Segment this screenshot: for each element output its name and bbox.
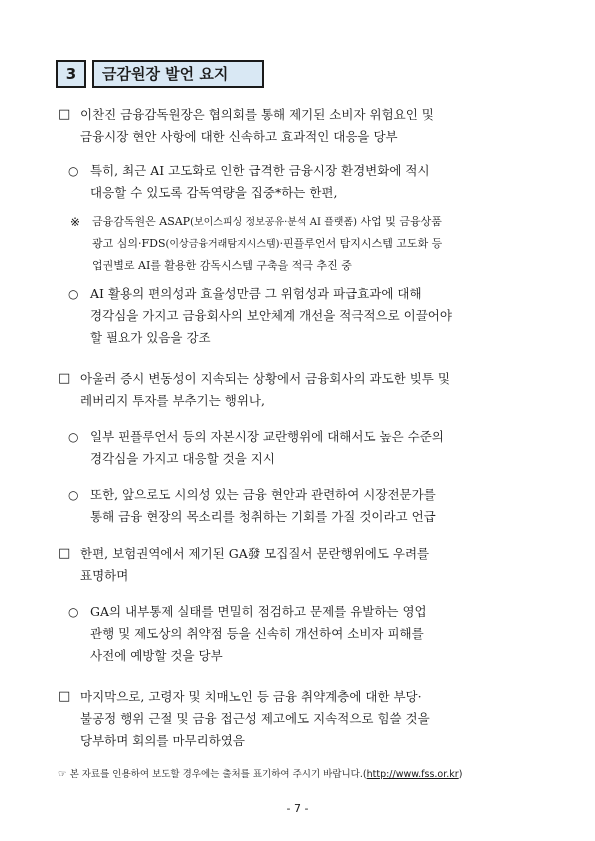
square-bullet: □ — [58, 107, 71, 122]
section-number: 3 — [56, 60, 86, 88]
link-close-paren: ) — [458, 769, 463, 780]
note-text: 금융감독원은 ASAP — [92, 215, 191, 228]
note-small: (이상금융거래탐지시스템) — [165, 239, 280, 250]
paragraph-2b — [90, 484, 436, 528]
paragraph-line: 할 필요가 있음을 강조 — [90, 330, 211, 345]
note-mark: ※ — [70, 215, 81, 229]
paragraph-4 — [80, 686, 430, 752]
paragraph-line: 관행 및 제도상의 취약점 등을 신속히 개선하여 소비자 피해를 — [90, 626, 424, 641]
paragraph-line: 일부 핀플루언서 등의 자본시장 교란행위에 대해서도 높은 수준의 — [90, 429, 444, 444]
paragraph-line: 당부하며 회의를 마무리하였음 — [80, 733, 245, 748]
paragraph-2a — [90, 426, 444, 470]
website-link[interactable]: http://www.fss.or.kr — [366, 769, 459, 780]
circle-bullet: ○ — [68, 164, 79, 178]
paragraph-line: 한편, 보험권역에서 제기된 GA發 모집질서 문란행위에도 우려를 — [80, 546, 430, 561]
circle-bullet: ○ — [68, 287, 79, 301]
paragraph-line: 이찬진 금융감독원장은 협의회를 통해 제기된 소비자 위험요인 및 — [80, 107, 434, 122]
paragraph-line: 마지막으로, 고령자 및 치매노인 등 금융 취약계층에 대한 부당· — [80, 689, 422, 704]
paragraph-line: 레버리지 투자를 부추기는 행위나, — [80, 393, 265, 408]
paragraph-1a — [90, 160, 430, 204]
circle-bullet: ○ — [68, 430, 79, 444]
paragraph-line: 불공정 행위 근절 및 금융 접근성 제고에도 지속적으로 힘쓸 것을 — [80, 711, 430, 726]
paragraph-line: GA의 내부통제 실태를 면밀히 점검하고 문제를 유발하는 영업 — [90, 604, 427, 619]
paragraph-line: 특히, 최근 AI 고도화로 인한 급격한 금융시장 환경변화에 적시 — [90, 163, 430, 178]
paragraph-2 — [80, 368, 450, 412]
page-number: - 7 - — [286, 802, 309, 815]
note-text: 광고 심의·FDS — [92, 237, 166, 250]
circle-bullet: ○ — [68, 488, 79, 502]
paragraph-line: 경각심을 가지고 대응할 것을 지시 — [90, 451, 275, 466]
paragraph-line: AI 활용의 편의성과 효율성만큼 그 위험성과 파급효과에 대해 — [90, 286, 422, 301]
paragraph-1 — [80, 104, 434, 148]
section-heading — [56, 60, 264, 88]
paragraph-line: 대응할 수 있도록 감독역량을 집중*하는 한편, — [90, 185, 338, 200]
paragraph-line: 아울러 증시 변동성이 지속되는 상황에서 금융회사의 과도한 빚투 및 — [80, 371, 450, 386]
citation-note — [58, 768, 538, 782]
section-title: 금감원장 발언 요지 — [92, 60, 264, 88]
note-line: 업권별로 AI를 활용한 감독시스템 구축을 적극 추진 중 — [92, 259, 352, 272]
link-open-paren: ( — [362, 769, 367, 780]
paragraph-line: 또한, 앞으로도 시의성 있는 금융 현안과 관련하여 시장전문가를 — [90, 487, 436, 502]
paragraph-3 — [80, 543, 429, 587]
paragraph-3a — [90, 601, 427, 667]
paragraph-line: 사전에 예방할 것을 당부 — [90, 648, 223, 663]
note-text: 사업 및 금융상품 — [357, 215, 442, 228]
citation-text: 본 자료를 인용하여 보도할 경우에는 출처를 표기하여 주시기 바랍니다. — [69, 769, 363, 780]
note-text: ·핀플루언서 탐지시스템 고도화 등 — [279, 237, 443, 250]
paragraph-line: 표명하며 — [80, 568, 129, 583]
paragraph-line: 경각심을 가지고 금융회사의 보안체계 개선을 적극적으로 이끌어야 — [90, 308, 452, 323]
paragraph-line: 금융시장 현안 사항에 대한 신속하고 효과적인 대응을 당부 — [80, 129, 398, 144]
circle-bullet: ○ — [68, 605, 79, 619]
note-paragraph — [92, 211, 442, 277]
paragraph-1b — [90, 283, 452, 349]
note-line — [92, 233, 442, 255]
square-bullet: □ — [58, 371, 71, 386]
square-bullet: □ — [58, 546, 71, 561]
note-small: (보이스피싱 정보공유·분석 AI 플랫폼) — [190, 217, 358, 228]
square-bullet: □ — [58, 689, 71, 704]
note-line — [92, 211, 442, 233]
memo-icon: ☞ — [58, 769, 67, 780]
paragraph-line: 통해 금융 현장의 목소리를 청취하는 기회를 가질 것이라고 언급 — [90, 509, 436, 524]
